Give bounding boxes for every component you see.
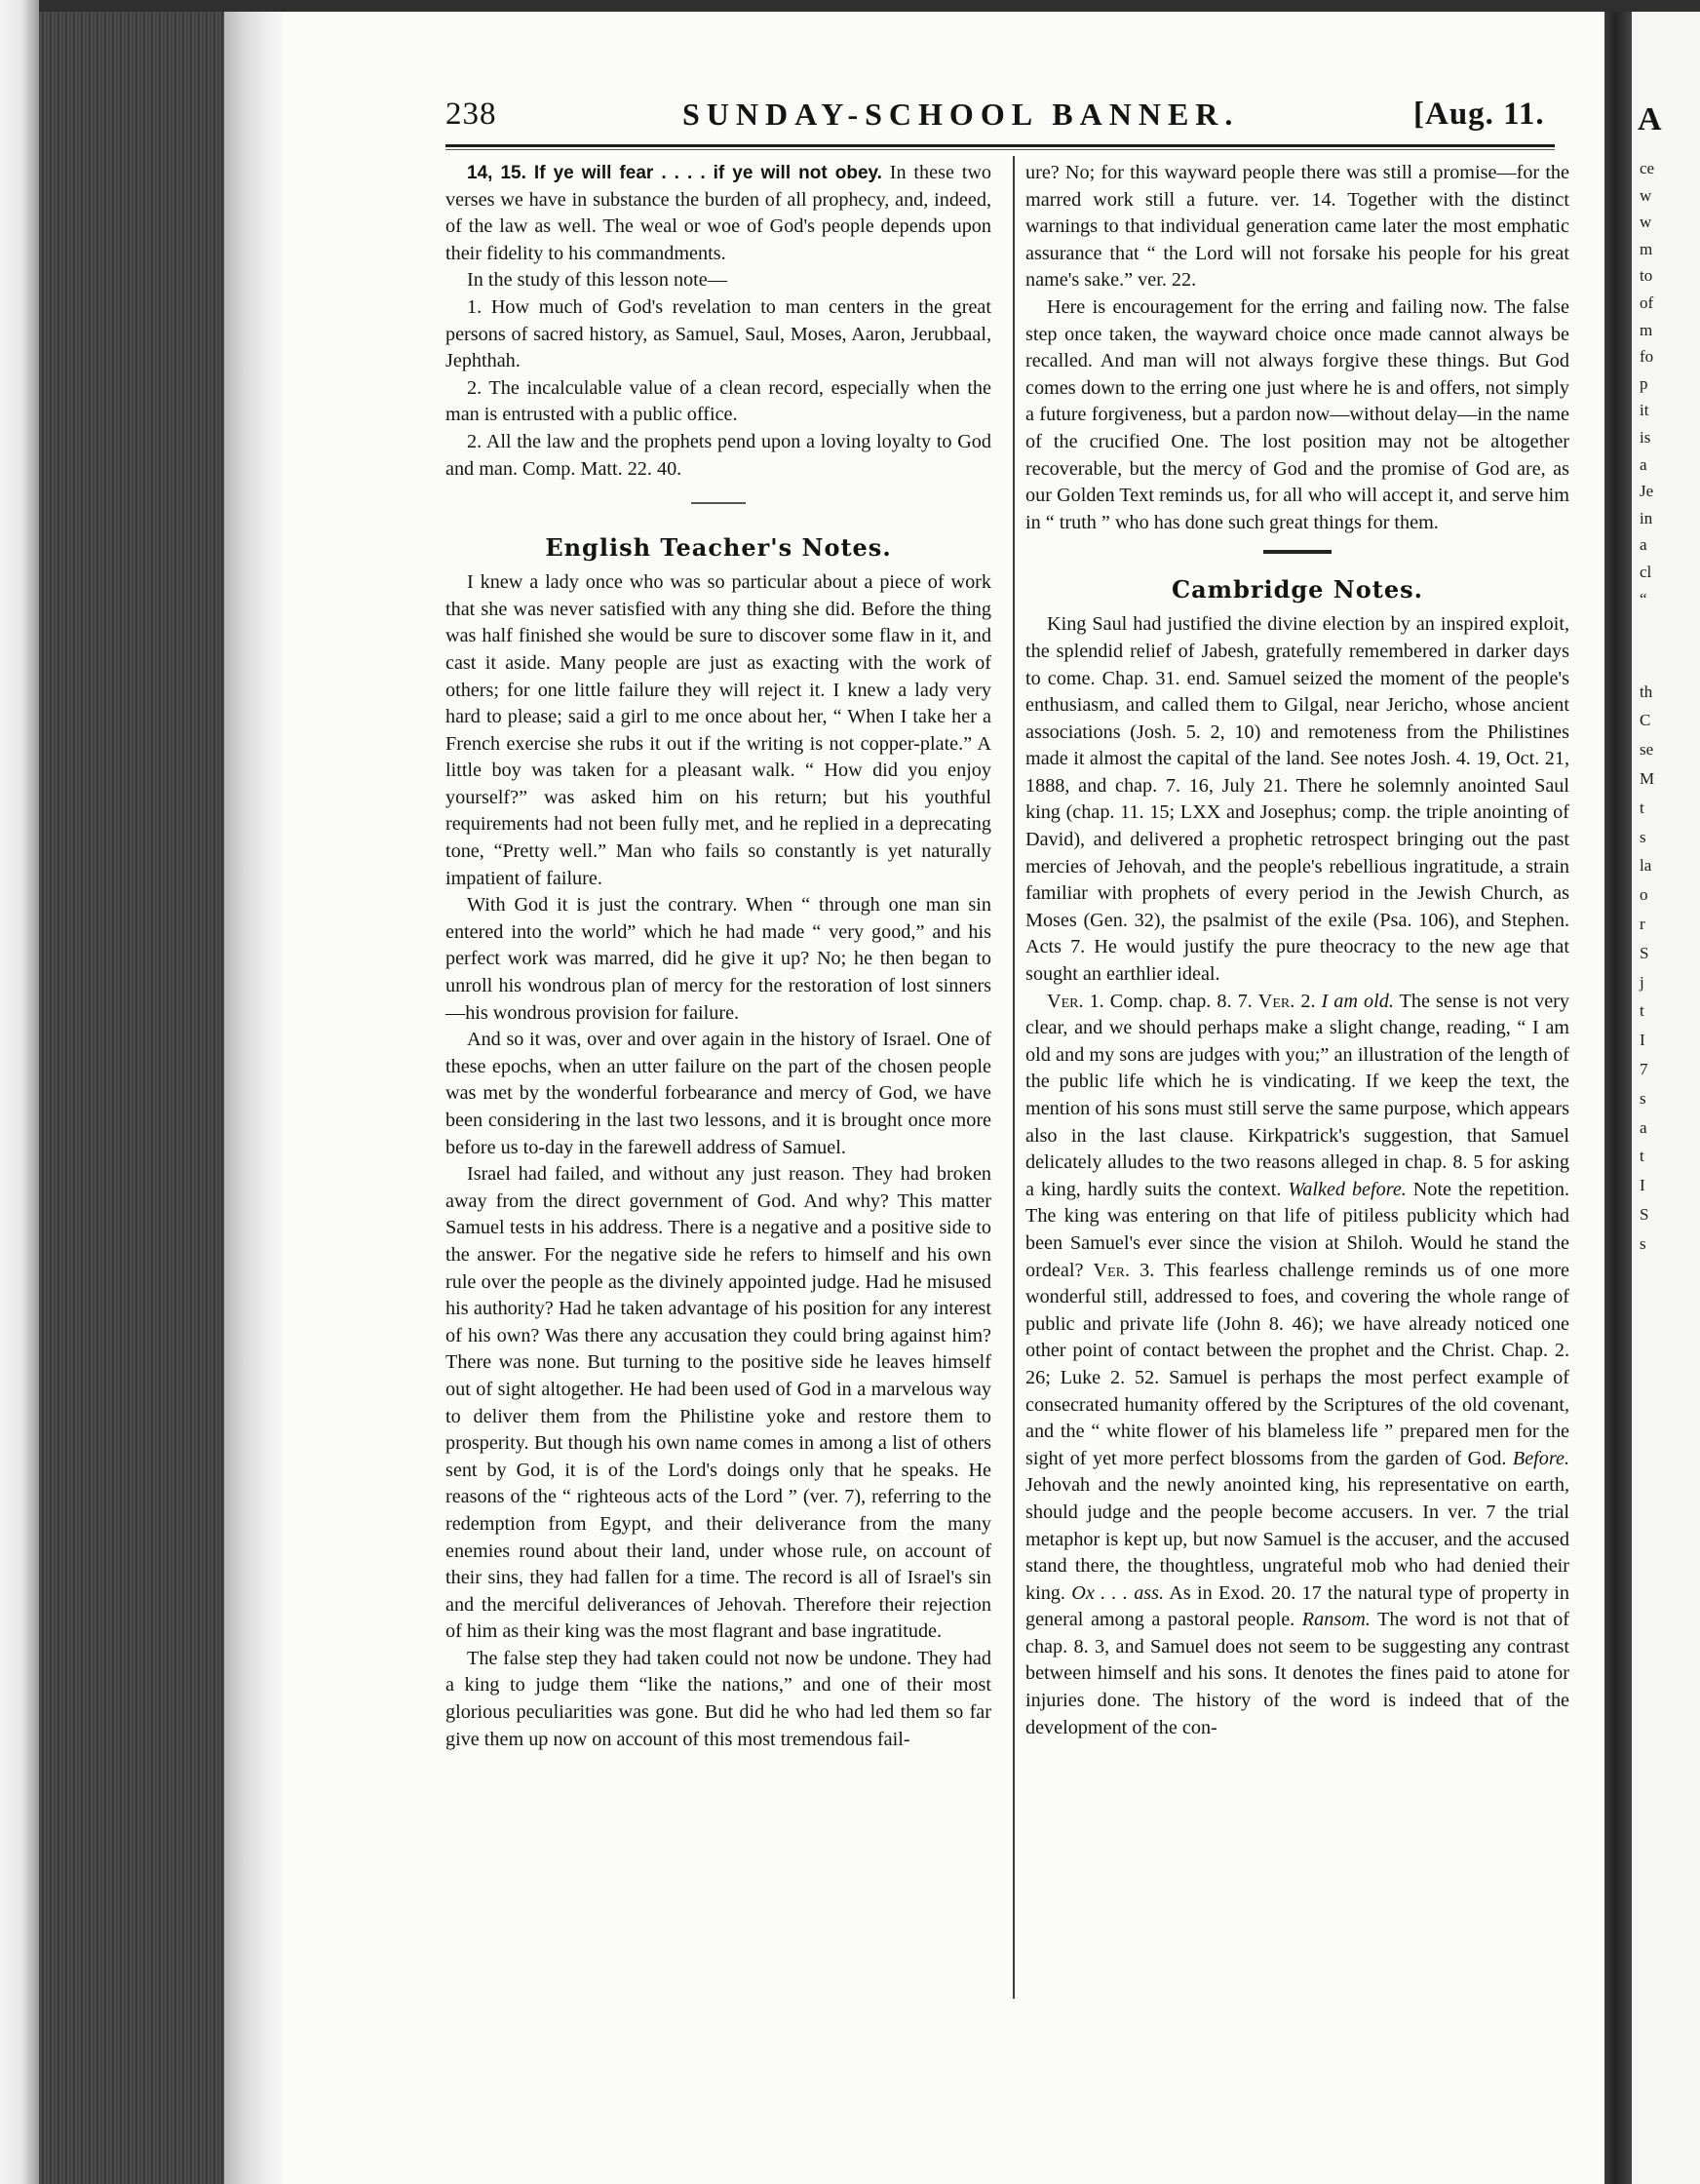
adjacent-page-line-start: j: [1640, 972, 1644, 992]
issue-date: [Aug. 11.: [1413, 97, 1545, 132]
note-text: Note the repetition. The king was entering on that life of pitiless publicity which had been Samuel's ever since the vision at Shiloh. Would he stand the ordeal?: [1025, 1178, 1569, 1281]
continuation-paragraph: ure? No; for this wayward people there was still a promise—for the marred work still a future. ver. 14. Together with the distinct warnings to that individual generation came later the most emphatic assurance that “ the Lord will not forsake his people for his great name's sake.” ver. 22.: [1025, 162, 1569, 292]
english-notes-paragraph: With God it is just the contrary. When “ through one man sin entered into the world” which he had made “ very good,” and his perfect work was marred, did he give it up? No; he then began to unroll his wondrous plan of mercy for the restoration of lost sinners—his wondrous provision for failure.: [445, 894, 991, 1024]
cambridge-notes-paragraph: King Saul had justified the divine election by an inspired exploit, the splendid relief of Jabesh, gratefully remembered in darker days to come. Chap. 31. end. Samuel seized the moment of the people's enthusiasm, and called them to Gilgal, near Jericho, whose ancient associations (Josh. 5. 2, 10) and remoteness from the Philistines made it almost the capital of the land. See notes Josh. 4. 19, Oct. 21, 1888, and chap. 7. 16, July 21. There he solemnly anointed Saul king (chap. 11. 15; LXX and Josephus; comp. the triple anointing of David), and delivered a prophetic retrospect bringing out the past mercies of Jehovah, and the people's rebellious ingratitude, a strain familiar with prophets of every period in the Jewish Church, as Moses (Gen. 32), the psalmist of the exile (Psa. 106), and Stephen. Acts 7. He would justify the pure theocracy to the new age that sought an earthlier ideal.: [1025, 613, 1569, 986]
note-text: 3. This fearless challenge reminds us of one more wonderful still, addressed to foes, and covering the whole range of public and private life (John 8. 46); we have already noticed one other point of contact between the prophet and the Christ. Chap. 2. 26; Luke 2. 52. Samuel is perhaps the most perfect example of consecrated humanity offered by the Scriptures of the old covenant, and the “ white flower of his blameless life ” prepared men for the sight of yet more perfect blossoms from the garden of God.: [1025, 1259, 1569, 1469]
intro-paragraph: [445, 160, 991, 267]
left-column: [445, 160, 991, 1753]
adjacent-page-line-start: m: [1640, 320, 1653, 339]
intro-text: In these two verses we have in substance the burden of all prophecy, and, indeed, of the law as well. The weal or woe of God's people depends upon their fidelity to his commandments.: [445, 162, 992, 264]
adjacent-page-line-start: Je: [1640, 482, 1654, 501]
adjacent-page-line-start: t: [1640, 1001, 1644, 1021]
adjacent-page-fragment: [1632, 12, 1700, 2184]
adjacent-page-line-start: 7: [1640, 1060, 1648, 1079]
column-divider: [1013, 156, 1015, 1999]
cambridge-notes-verses-paragraph: [1025, 989, 1569, 1742]
right-column: [1025, 160, 1569, 1741]
adjacent-page-line-start: I: [1640, 1176, 1645, 1195]
italic-term: Before.: [1512, 1447, 1569, 1469]
adjacent-page-line-start: se: [1640, 740, 1654, 760]
adjacent-page-header-letter: A: [1638, 101, 1662, 137]
adjacent-page-line-start: t: [1640, 798, 1644, 817]
study-point-2: 2. The incalculable value of a clean record, especially when the man is entrusted with a public office.: [445, 376, 991, 426]
adjacent-page-line-start: S: [1640, 1205, 1649, 1225]
note-text: As in Exod. 20. 17 the natural type of property in general among a pastoral people.: [1025, 1581, 1570, 1631]
verse-lead: 14, 15. If ye will fear . . . . if ye will not obey.: [467, 163, 882, 183]
adjacent-page-line-start: r: [1640, 915, 1645, 933]
page-gutter-shadow: [224, 12, 283, 2184]
binding-edge: [0, 0, 39, 2184]
verse-label: Ver.: [1047, 990, 1084, 1012]
verse-label: Ver.: [1093, 1259, 1131, 1281]
adjacent-page-line-start: m: [1640, 239, 1653, 258]
english-notes-title: English Teacher's Notes.: [545, 533, 892, 563]
note-text: The sense is not very clear, and we should perhaps make a slight change, reading, “ I am old and my sons are judges with you;” an illustration of the length of the public life which he is vindicating. If we keep the text, the mention of his sons must still serve the same purpose, which appears also in the last clause. Kirkpatrick's suggestion, that Samuel delicately alludes to the two reasons alleged in chap. 8. 5 for asking a king, hardly suits the context.: [1025, 990, 1569, 1200]
spacer: [1025, 604, 1569, 611]
italic-term: Ransom.: [1301, 1609, 1371, 1631]
section-break: [1263, 550, 1332, 554]
adjacent-page-line-start: cl: [1640, 563, 1652, 581]
adjacent-page-line-start: th: [1640, 682, 1653, 701]
adjacent-page-line-start: a: [1640, 454, 1647, 474]
adjacent-page-line-start: it: [1640, 401, 1649, 420]
italic-term: Walked before.: [1288, 1178, 1407, 1200]
adjacent-page-line-start: a: [1640, 1117, 1647, 1137]
header-rule: [445, 144, 1555, 147]
page-fold-shadow: [1604, 12, 1632, 2184]
adjacent-page-line-start: M: [1640, 768, 1655, 788]
adjacent-page-line-start: o: [1640, 885, 1648, 905]
book-page-edges: [39, 12, 224, 2184]
english-notes-paragraph: I knew a lady once who was so particular about a piece of work that she was never satisfied with any thing she did. Before the thing was half finished she would be sure to discover some flaw in it, and cast it aside. Many people are just as exacting with the work of others; for one little failure they will reject it. I knew a lady very hard to please; said a girl to me once about her, “ When I take her a French exercise she rubs it out if the writing is not copper-plate.” A little boy was taken for a pleasant walk. “ How did you enjoy yourself?” was asked him on his return; but his youthful requirements had not been fully met, and he replied in a deprecating tone, “Pretty well.” Man who fails so constantly is yet naturally impatient of failure.: [445, 571, 991, 889]
page-number: 238: [445, 97, 497, 132]
english-notes-paragraph: The false step they had taken could not now be undone. They had a king to judge them “like the nations,” and one of their most glorious peculiarities was gone. But did he who had led them so far give them up now on account of this most tremendous fail-: [445, 1647, 991, 1750]
note-text: The word is not that of chap. 8. 3, and Samuel does not seem to be suggesting any contrast between himself and his sons. It denotes the fines paid to atone for injuries done. The history of the word is indeed that of the development of the con-: [1025, 1609, 1569, 1738]
adjacent-page-line-start: of: [1640, 293, 1654, 312]
english-notes-paragraph: And so it was, over and over again in the history of Israel. One of these epochs, when an utter failure on the part of the chosen people was met by the wonderful forbearance and mercy of God, we have been considering in the last two lessons, and it is brought once more before us to-day in the farewell address of Samuel.: [445, 1029, 991, 1158]
italic-term: I am old.: [1321, 990, 1394, 1012]
note-text: Jehovah and the newly anointed king, his representative on earth, should judge and the people become accusers. In ver. 7 the trial metaphor is kept up, but now Samuel is the accuser, and the accused stand there, the thoughtless, ungrateful mob who had denied their king.: [1025, 1474, 1569, 1604]
adjacent-page-line-start: “: [1640, 589, 1647, 608]
adjacent-page-line-start: I: [1640, 1031, 1645, 1050]
adjacent-page-line-start: p: [1640, 373, 1648, 393]
note-text: 1. Comp. chap. 8. 7.: [1083, 990, 1258, 1012]
spacer: [445, 562, 991, 569]
adjacent-page-line-start: a: [1640, 535, 1647, 555]
note-text: 2.: [1294, 990, 1322, 1012]
adjacent-page-line-start: to: [1640, 266, 1653, 286]
continuation-paragraph: Here is encouragement for the erring and failing now. The false step once taken, the wayward choice once made cannot always be recalled. And man will not always forgive these things. But God comes down to the erring one just where he is and offers, not simply a future forgiveness, but a pardon now—without delay—in the name of the crucified One. The lost position may not be altogether recoverable, but the mercy of God and the promise of God are, as our Golden Text reminds us, for all who will accept it, and serve him in “ truth ” who has done such great things for them.: [1025, 295, 1569, 533]
running-title: SUNDAY-SCHOOL BANNER.: [682, 97, 1240, 132]
cambridge-notes-title: Cambridge Notes.: [1172, 575, 1423, 604]
adjacent-page-line-start: C: [1640, 711, 1651, 730]
header-rule-thin: [445, 149, 1555, 150]
adjacent-page-line-start: la: [1640, 856, 1652, 876]
english-notes-paragraph: Israel had failed, and without any just reason. They had broken away from the direct government of God. And why? This matter Samuel tests in his address. There is a negative and a positive side to the answer. For the negative side he refers to himself and his own rule over the people as the divinely appointed judge. Had he misused his authority? Had he taken advantage of his position for any interest of his own? Was there any accusation they could bring against him? There was none. But turning to the positive side he leaves himself out of sight altogether. He had been used of God in a marvelous way to deliver them from the Philistine yoke and restore them to prosperity. But though his own name comes in among a list of others sent by God, it is of the Lord's doings only that he speaks. He reasons of the “ righteous acts of the Lord ” (ver. 7), referring to the redemption from Egypt, and their deliverance from the many enemies round about their land, under whose rule, on account of their sins, they had fallen for a time. The record is all of Israel's sin and the merciful deliverances of Jehovah. Therefore their rejection of him as their king was the most flagrant and base ingratitude.: [445, 1163, 991, 1643]
section-break: [691, 502, 746, 504]
adjacent-page-line-start: w: [1640, 213, 1652, 232]
italic-term: Ox . . . ass.: [1071, 1581, 1165, 1604]
adjacent-page-line-start: s: [1640, 827, 1646, 846]
adjacent-page-line-start: ce: [1640, 159, 1655, 177]
verse-label: Ver.: [1257, 990, 1295, 1012]
adjacent-page-line-start: s: [1640, 1233, 1646, 1253]
adjacent-page-line-start: is: [1640, 428, 1651, 447]
study-note: In the study of this lesson note—: [467, 269, 727, 292]
adjacent-page-line-start: in: [1640, 508, 1653, 527]
adjacent-page-line-start: s: [1640, 1088, 1646, 1108]
study-point-1: 1. How much of God's revelation to man centers in the great persons of sacred history, as Samuel, Saul, Moses, Aaron, Jerubbaal, Jephthah.: [445, 295, 991, 372]
adjacent-page-line-start: fo: [1640, 347, 1654, 367]
study-point-3: 2. All the law and the prophets pend upon a loving loyalty to God and man. Comp. Matt. 22. 40.: [445, 430, 991, 480]
adjacent-page-line-start: t: [1640, 1147, 1644, 1166]
adjacent-page-line-start: S: [1640, 943, 1649, 962]
adjacent-page-line-start: w: [1640, 185, 1652, 205]
